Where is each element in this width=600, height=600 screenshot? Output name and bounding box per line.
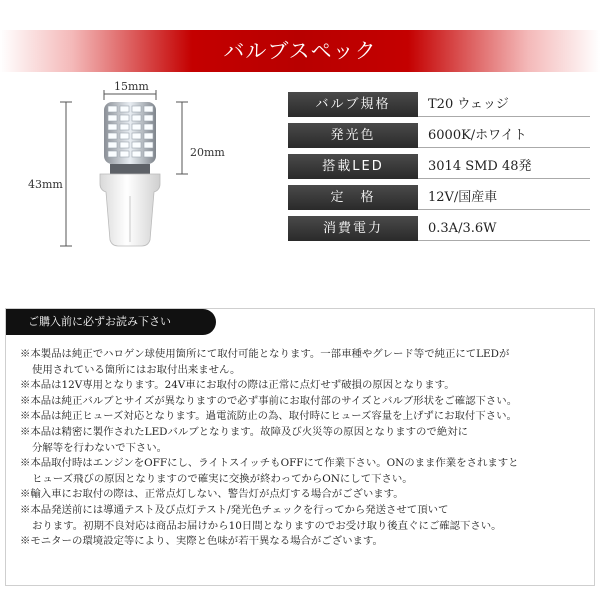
- spec-row-bulb-type: [288, 90, 590, 121]
- notice-line: ※輸入車にお取付の際は、正常点灯しない、警告灯が点灯する場合がございます。: [20, 488, 404, 501]
- notice-line: ヒューズ飛びの原因となりますので確実に交換が終わってからONにして下さい。: [32, 472, 413, 485]
- spec-label: バルブ規格: [288, 92, 418, 117]
- dimension-led-height-label: 20mm: [190, 146, 225, 159]
- notice-line: おります。初期不良対応は商品お届けから10日間となりますのでお受け取り後直ぐにご確認下さい。: [32, 519, 502, 532]
- notice-line: ※本品発送前には導通テスト及び点灯テスト/発光色チェックを行ってから発送させて頂いて: [20, 503, 449, 516]
- spec-value: T20 ウェッジ: [418, 92, 590, 117]
- notice-line: ※本製品は純正でハロゲン球使用箇所にて取付可能となります。一部車種やグレード等で純正にてLEDが: [20, 348, 510, 360]
- led-bulb-image: [0, 80, 290, 270]
- page-title: バルブスペック: [223, 39, 377, 63]
- notice-box: [5, 308, 595, 586]
- spec-value: 12V/国産車: [418, 185, 590, 210]
- spec-value: 3014 SMD 48発: [418, 154, 590, 179]
- spec-row-led: [288, 152, 590, 183]
- spec-value: 6000K/ホワイト: [418, 123, 590, 148]
- notice-title: ご購入前に必ずお読み下さい: [6, 309, 216, 335]
- spec-value: 0.3A/3.6W: [418, 216, 590, 241]
- notice-line: ※本品は精密に製作されたLEDバルブとなります。故障及び火災等の原因となりますので絶対に: [20, 425, 468, 438]
- product-illustration: [0, 80, 290, 270]
- dimension-total-height-label: 43mm: [28, 178, 63, 191]
- dimension-width-label: 15mm: [114, 80, 149, 93]
- notice-line: ※本品は純正ヒューズ対応となります。過電流防止の為、取付時にヒューズ容量を上げずにお取付下さい。: [20, 410, 517, 423]
- spec-label: 消費電力: [288, 216, 418, 241]
- notice-line: ※モニターの環境設定等により、実際と色味が若干異なる場合がございます。: [20, 535, 383, 548]
- notice-line: 使用されている箇所にはお取付出来ません。: [32, 363, 241, 376]
- spec-label: 発光色: [288, 123, 418, 148]
- spec-row-color: [288, 121, 590, 152]
- spec-label: 搭載LED: [288, 154, 418, 179]
- spec-row-rating: [288, 183, 590, 214]
- header-banner: [0, 30, 600, 72]
- spec-label: 定 格: [288, 185, 418, 210]
- notice-line: ※本品取付時はエンジンをOFFにし、ライトスイッチもOFFにて作業下さい。ONのまま作業をされますと: [20, 457, 519, 470]
- notice-line: 分解等を行わないで下さい。: [32, 441, 168, 454]
- notice-list: [20, 347, 590, 550]
- notice-line: ※本品は12V専用となります。24V車にお取付の際は正常に点灯せず破損の原因となります。: [20, 379, 455, 392]
- notice-line: ※本品は純正バルブとサイズが異なりますので必ず事前にお取付部のサイズとバルブ形状をご確認下さい。: [20, 394, 518, 407]
- spec-table: [288, 90, 590, 245]
- spec-row-power: [288, 214, 590, 245]
